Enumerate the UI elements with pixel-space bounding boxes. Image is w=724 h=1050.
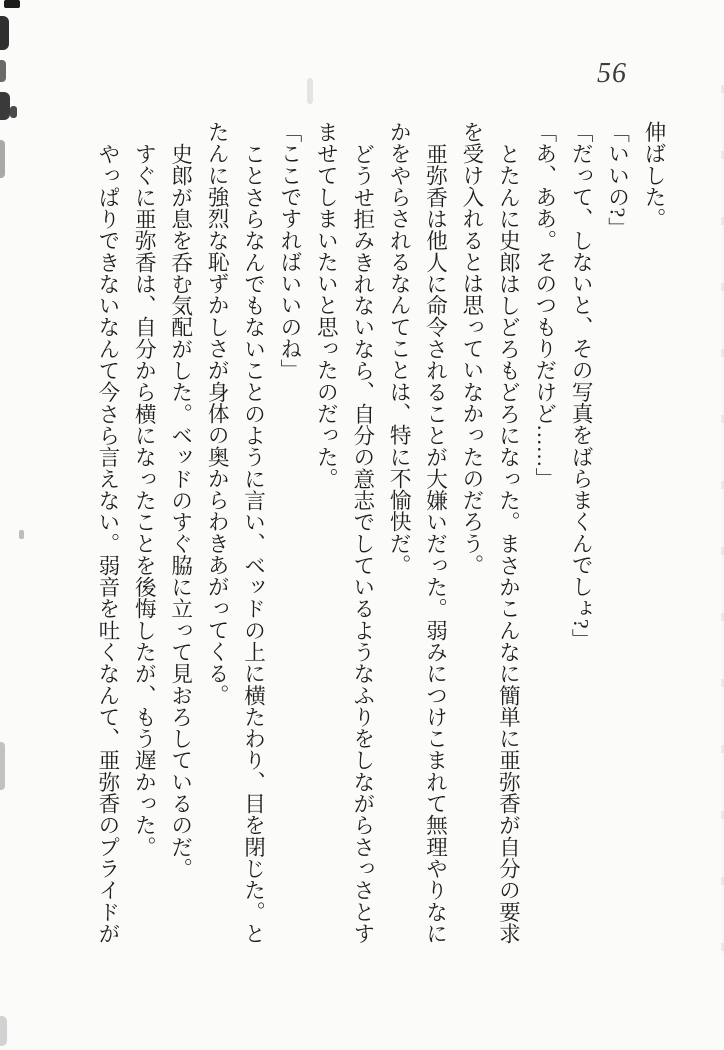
text-column: 「ここですればいいのね」 (277, 121, 302, 381)
text-column: 「だって、しないと、その写真をばらまくんでしょ?」 (569, 121, 594, 651)
text-column: 「いいの?」 (605, 121, 630, 239)
text-column: 亜弥香は他人に命令されることが大嫌いだった。弱みにつけこまれて無理やりなに (423, 142, 448, 944)
text-column: ことさらなんでもないことのように言い、ベッドの上に横たわり、目を閉じた。と (241, 142, 266, 944)
scan-artifact (0, 16, 9, 50)
text-column: 「あ、ああ。そのつもりだけど……」 (532, 121, 557, 490)
text-block (89, 121, 672, 944)
text-column: どうせ拒みきれないなら、自分の意志でしているようなふりをしながらさっさとす (350, 142, 375, 944)
text-column: とたんに史郎はしどろもどろになった。まさかこんなに簡単に亜弥香が自分の要求 (496, 142, 521, 944)
text-column: すぐに亜弥香は、自分から横になったことを後悔したが、もう遅かった。 (132, 142, 157, 858)
text-column: やっぱりできないなんて今さら言えない。弱音を吐くなんて、亜弥香のプライドが (95, 142, 120, 944)
text-column: かをやらされるなんてことは、特に不愉快だ。 (387, 121, 412, 576)
text-column: を受け入れるとは思っていなかったのだろう。 (459, 121, 484, 576)
scan-artifact (307, 78, 313, 104)
text-column: 伸ばした。 (642, 121, 666, 230)
scan-artifact (0, 742, 5, 790)
scan-artifact (0, 1016, 7, 1046)
page-number: 56 (597, 58, 627, 89)
scan-artifact (19, 530, 24, 539)
text-column: ませてしまいたいと思ったのだった。 (314, 121, 339, 490)
scan-artifact (0, 60, 6, 82)
text-column: 史郎が息を呑む気配がした。ベッドのすぐ脇に立って見おろしているのだ。 (168, 142, 193, 879)
scan-artifact (0, 140, 5, 178)
scan-artifact (4, 0, 20, 8)
scan-artifact (10, 106, 17, 118)
text-column: たんに強烈な恥ずかしさが身体の奥からわきあがってくる。 (205, 121, 230, 706)
scan-artifact (0, 92, 10, 120)
